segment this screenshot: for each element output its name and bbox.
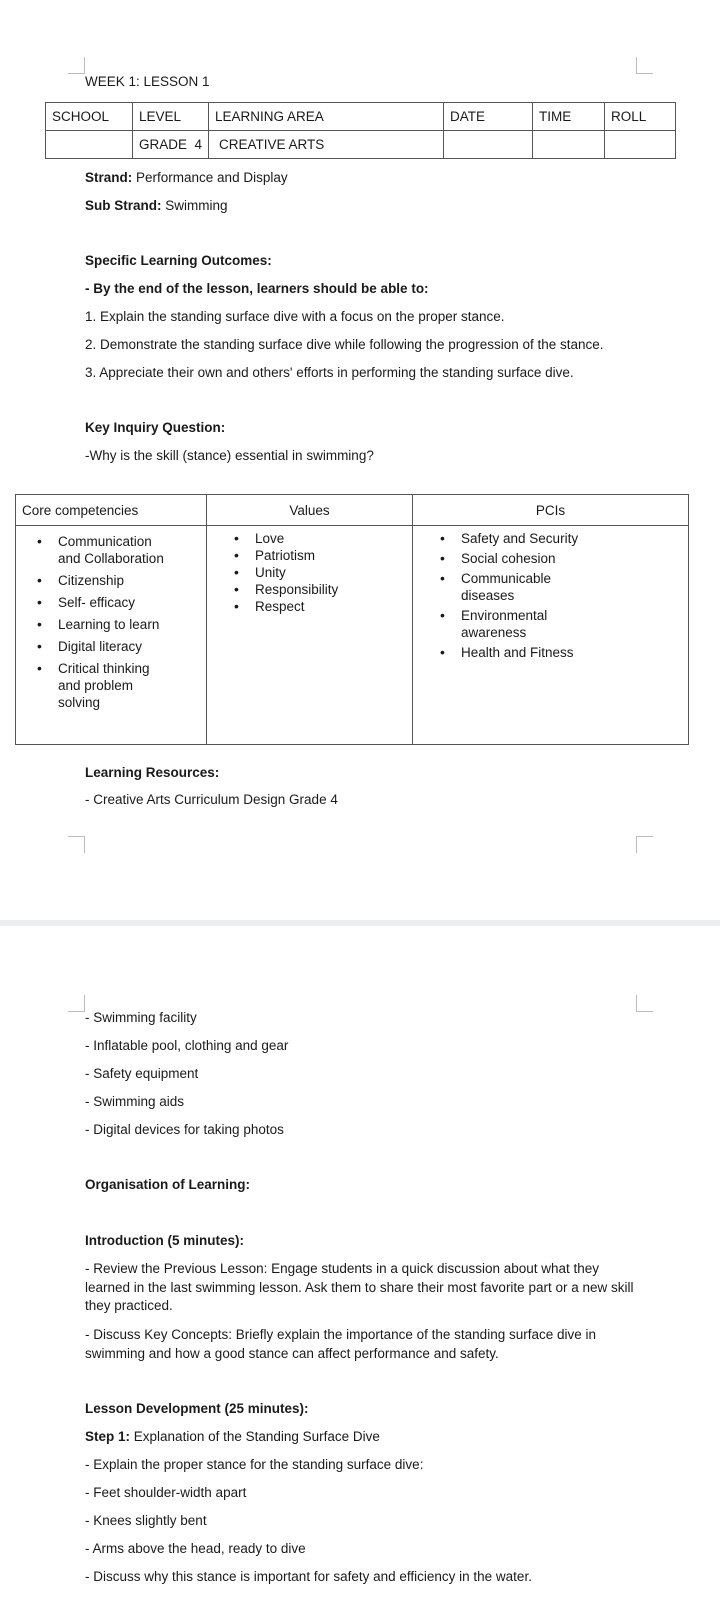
cell-level: GRADE 4 (133, 131, 209, 159)
margin-corner-mark (68, 57, 85, 74)
strand-label: Strand: (85, 170, 133, 185)
resource-item: - Digital devices for taking photos (85, 1122, 284, 1137)
resource-item: - Safety equipment (85, 1066, 199, 1081)
values-header: Values (207, 495, 413, 526)
inquiry-heading: Key Inquiry Question: (85, 420, 226, 435)
sub-strand-label: Sub Strand: (85, 198, 162, 213)
core-competencies-cell (16, 526, 207, 745)
step-1-label: Step 1: (85, 1429, 131, 1444)
resource-item: - Swimming aids (85, 1094, 185, 1109)
values-cell (207, 526, 413, 745)
outcome-item: 1. Explain the standing surface dive with a focus on the proper stance. (85, 309, 505, 324)
col-learning-area: LEARNING AREA (209, 103, 444, 131)
step-1-point: - Knees slightly bent (85, 1513, 207, 1528)
value-item: • Unity (255, 564, 406, 581)
development-heading: Lesson Development (25 minutes): (85, 1401, 309, 1416)
cell-school (46, 131, 133, 159)
col-roll: ROLL (605, 103, 676, 131)
resources-heading: Learning Resources: (85, 765, 220, 780)
margin-corner-mark (68, 836, 85, 853)
margin-corner-mark (636, 57, 653, 74)
margin-corner-mark (636, 995, 653, 1012)
strand-value: Performance and Display (136, 170, 288, 185)
pci-item: • Health and Fitness (461, 644, 682, 661)
introduction-point: - Discuss Key Concepts: Briefly explain the importance of the standing surface dive in swimming and how a good stance can affect performance and safety. (85, 1327, 597, 1361)
margin-corner-mark (636, 836, 653, 853)
resource-item: - Inflatable pool, clothing and gear (85, 1038, 289, 1053)
step-1-line (85, 1429, 380, 1444)
margin-corner-mark (68, 995, 85, 1012)
col-school: SCHOOL (46, 103, 133, 131)
cell-date (444, 131, 533, 159)
lesson-header-table (45, 102, 676, 159)
core-competencies-header: Core competencies (16, 495, 207, 526)
value-item: • Love (255, 530, 406, 547)
sub-strand-line (85, 198, 228, 213)
lesson-title: WEEK 1: LESSON 1 (85, 74, 210, 89)
document-page-2 (0, 926, 720, 1600)
outcome-item: 2. Demonstrate the standing surface dive while following the progression of the stance. (85, 337, 604, 352)
outcome-item: 3. Appreciate their own and others' efforts in performing the standing surface dive. (85, 365, 574, 380)
core-competency-item: • Critical thinking and problem solving (58, 660, 168, 711)
pcis-header: PCIs (413, 495, 689, 526)
core-competency-item: • Communication and Collaboration (58, 533, 178, 567)
step-1-point: - Arms above the head, ready to dive (85, 1541, 306, 1556)
cell-roll (605, 131, 676, 159)
introduction-heading: Introduction (5 minutes): (85, 1233, 244, 1248)
organisation-heading: Organisation of Learning: (85, 1177, 251, 1192)
pci-item: • Social cohesion (461, 550, 682, 567)
pci-item: • Environmental awareness (461, 607, 571, 641)
outcomes-heading: Specific Learning Outcomes: (85, 253, 272, 268)
resource-item: - Swimming facility (85, 1010, 197, 1025)
col-time: TIME (533, 103, 605, 131)
sub-strand-value: Swimming (165, 198, 228, 213)
step-1-title: Explanation of the Standing Surface Dive (133, 1429, 380, 1444)
value-item: • Patriotism (255, 547, 406, 564)
inquiry-question: -Why is the skill (stance) essential in swimming? (85, 448, 374, 463)
core-competency-item: • Learning to learn (58, 616, 200, 633)
col-date: DATE (444, 103, 533, 131)
competencies-body-row (16, 526, 689, 745)
cell-time (533, 131, 605, 159)
col-level: LEVEL (133, 103, 209, 131)
cell-learning-area: CREATIVE ARTS (209, 131, 444, 159)
pci-item: • Communicable diseases (461, 570, 571, 604)
header-table-value-row (46, 131, 676, 159)
value-item: • Responsibility (255, 581, 406, 598)
value-item: • Respect (255, 598, 406, 615)
competencies-header-row (16, 495, 689, 526)
step-1-point: - Feet shoulder-width apart (85, 1485, 247, 1500)
introduction-point: - Review the Previous Lesson: Engage students in a quick discussion about what they learned in the last swimming lesson. Ask them to share their most favorite part or a new skill they practiced. (85, 1261, 634, 1313)
core-competency-item: • Self- efficacy (58, 594, 200, 611)
step-1-point: - Discuss why this stance is important for safety and efficiency in the water. (85, 1569, 532, 1584)
resource-item: - Creative Arts Curriculum Design Grade 4 (85, 792, 338, 807)
header-table-head-row (46, 103, 676, 131)
core-competency-item: • Citizenship (58, 572, 200, 589)
core-competency-item: • Digital literacy (58, 638, 200, 655)
pcis-cell (413, 526, 689, 745)
pci-item: • Safety and Security (461, 530, 682, 547)
strand-line (85, 170, 288, 185)
step-1-point: - Explain the proper stance for the standing surface dive: (85, 1457, 424, 1472)
competencies-table (15, 494, 689, 745)
outcomes-intro: - By the end of the lesson, learners should be able to: (85, 281, 429, 296)
